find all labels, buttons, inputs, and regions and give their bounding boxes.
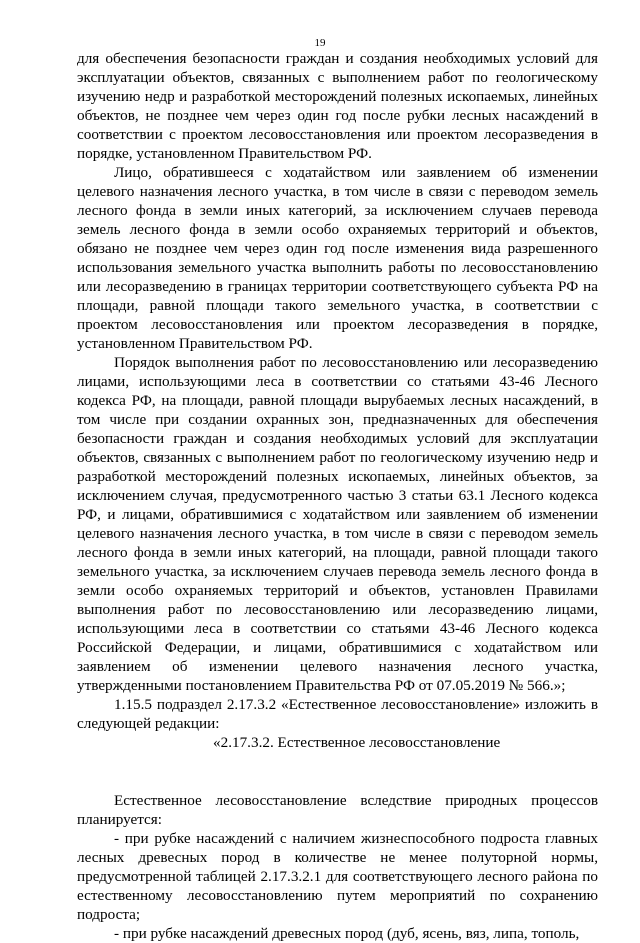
list-item-tree-species: - при рубке насаждений древесных пород (дуб, ясень, вяз, липа, тополь,	[114, 925, 580, 942]
spacer	[77, 752, 598, 791]
paragraph-natural-regeneration: Естественное лесовосстановление вследствие природных процессов планируется:	[77, 792, 598, 828]
page-number: 19	[314, 37, 326, 49]
section-heading: «2.17.3.2. Естественное лесовосстановление	[213, 734, 501, 751]
paragraph-land-use-change: Лицо, обратившееся с ходатайством или заявлением об изменении целевого назначения лесного участка, в том числе в связи с переводом земель лесного фонда в земли иных категорий, за исключением случаев перевода земель лесного фонда в земли особо охраняемых территорий и объектов, обязано не позднее чем через один год после изменения вида разрешенного использования земельного участка выполнить работы по лесовосстановлению или лесоразведению в границах территории соответствующего субъекта РФ на площади, равной площади такого земельного участка, в соответствии с проектом лесовосстановления или проектом лесоразведения в порядке, установленном Правительством РФ.	[77, 164, 598, 352]
document-body	[77, 49, 598, 943]
paragraph-amendment-1-15-5: 1.15.5 подраздел 2.17.3.2 «Естественное лесовосстановление» изложить в следующей редакции:	[77, 696, 598, 732]
list-item-undergrowth: - при рубке насаждений с наличием жизнеспособного подроста главных лесных древесных пород в количестве не менее полуторной нормы, предусмотренной таблицей 2.17.3.2.1 для соответствующего лесного района по естественному лесовосстановлению путем мероприятий по сохранению подроста;	[77, 830, 598, 923]
paragraph-reforestation-procedure: Порядок выполнения работ по лесовосстановлению или лесоразведению лицами, использующими леса в соответствии со статьями 43-46 Лесного кодекса РФ, на площади, равной площади вырубаемых лесных насаждений, в том числе при создании охранных зон, предназначенных для обеспечения безопасности граждан и создания необходимых условий для эксплуатации объектов, связанных с выполнением работ по геологическому изучению недр и разработкой месторождений полезных ископаемых, линейных объектов, за исключением случая, предусмотренного частью 3 статьи 63.1 Лесного кодекса РФ, и лицами, обратившимися с ходатайством или заявлением об изменении целевого назначения лесного участка, в том числе в связи с переводом земель лесного фонда в земли иных категорий, на площади, равной площади такого земельного участка, за исключением случаев перевода земель лесного фонда в земли особо охраняемых территорий и объектов, установлен Правилами выполнения работ по лесовосстановлению или лесоразведению лицами, использующими леса в соответствии со статьями 43-46 Лесного кодекса Российской Федерации, и лицами, обратившимися с ходатайством или заявлением об изменении целевого назначения лесного участка, утвержденными постановлением Правительства РФ от 07.05.2019 № 566.»;	[77, 354, 598, 694]
paragraph-continuation: для обеспечения безопасности граждан и создания необходимых условий для эксплуатации объектов, связанных с выполнением работ по геологическому изучению недр и разработкой месторождений полезных ископаемых, линейных объектов, не позднее чем через один год после рубки лесных насаждений в соответствии с проектом лесовосстановления или проектом лесоразведения в порядке, установленном Правительством РФ.	[77, 50, 598, 162]
